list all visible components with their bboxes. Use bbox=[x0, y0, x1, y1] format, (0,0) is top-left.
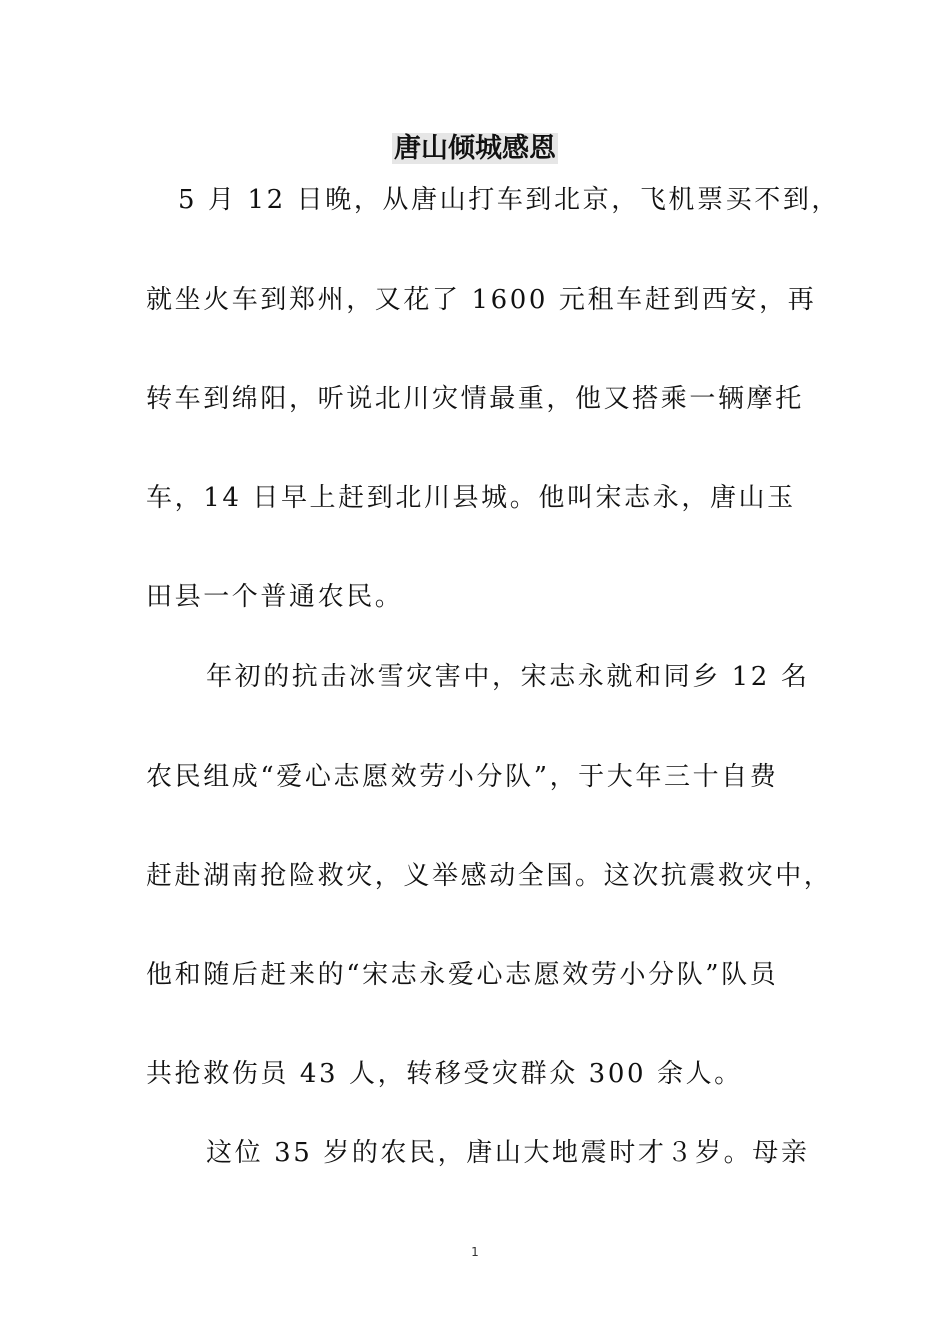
paragraph-line-5: 田县一个普通农民。 bbox=[146, 582, 404, 612]
paragraph-line-10: 共抢救伤员 43 人，转移受灾群众 300 余人。 bbox=[146, 1059, 743, 1089]
title-text: 唐山倾城感恩 bbox=[394, 133, 556, 164]
paragraph-line-9: 他和随后赶来的“宋志永爱心志愿效劳小分队”队员 bbox=[146, 960, 779, 990]
paragraph-line-3: 转车到绵阳，听说北川灾情最重，他又搭乘一辆摩托 bbox=[146, 384, 804, 414]
paragraph-line-8: 赶赴湖南抢险救灾，义举感动全国。这次抗震救灾中， bbox=[146, 861, 833, 891]
paragraph-line-7: 农民组成“爱心志愿效劳小分队”，于大年三十自费 bbox=[146, 762, 779, 792]
paragraph-line-6: 年初的抗击冰雪灾害中，宋志永就和同乡 12 名 bbox=[206, 662, 810, 692]
page-number: 1 bbox=[471, 1245, 479, 1259]
paragraph-line-11: 这位 35 岁的农民，唐山大地震时才３岁。母亲 bbox=[206, 1138, 810, 1168]
paragraph-line-1: 5 月 12 日晚，从唐山打车到北京，飞机票买不到， bbox=[178, 185, 841, 215]
paragraph-line-4: 车，14 日早上赶到北川县城。他叫宋志永，唐山玉 bbox=[146, 483, 796, 513]
paragraph-line-2: 就坐火车到郑州，又花了 1600 元租车赶到西安，再 bbox=[146, 285, 817, 315]
document-title bbox=[0, 131, 950, 167]
